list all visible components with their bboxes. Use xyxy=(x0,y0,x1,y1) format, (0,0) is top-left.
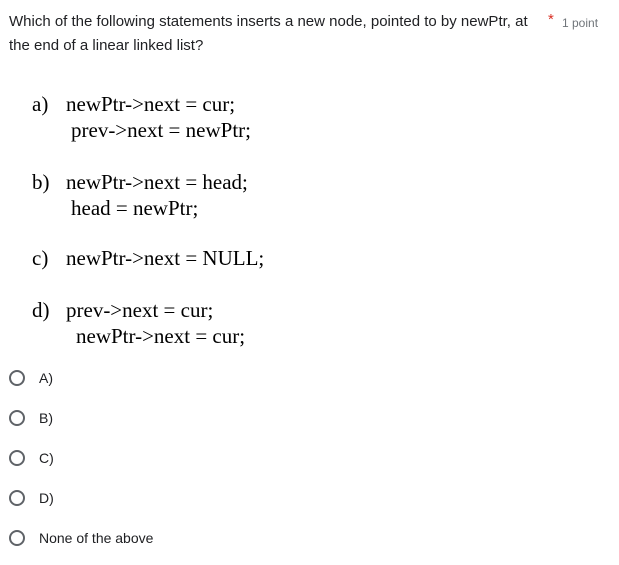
option-c[interactable] xyxy=(9,447,54,469)
required-marker: * xyxy=(548,11,554,28)
code-line-c-1: newPtr->next = NULL; xyxy=(66,246,265,270)
code-line-d-2: newPtr->next = cur; xyxy=(76,324,246,348)
code-line-b-2: head = newPtr; xyxy=(71,196,199,220)
points-label: 1 point xyxy=(562,16,599,30)
option-label: A) xyxy=(39,370,53,386)
code-letter-c: c) xyxy=(32,246,49,270)
radio-button-icon[interactable] xyxy=(9,410,25,426)
option-a[interactable] xyxy=(9,367,53,389)
radio-button-icon[interactable] xyxy=(9,530,25,546)
option-label: C) xyxy=(39,450,54,466)
code-line-b-1: newPtr->next = head; xyxy=(66,170,248,194)
option-none[interactable] xyxy=(9,527,153,549)
option-b[interactable] xyxy=(9,407,53,429)
radio-button-icon[interactable] xyxy=(9,490,25,506)
option-label: D) xyxy=(39,490,54,506)
code-line-a-1: newPtr->next = cur; xyxy=(66,92,236,116)
option-d[interactable] xyxy=(9,487,54,509)
code-letter-b: b) xyxy=(32,170,50,194)
code-letter-d: d) xyxy=(32,298,50,322)
option-label: B) xyxy=(39,410,53,426)
code-line-d-1: prev->next = cur; xyxy=(66,298,214,322)
code-letter-a: a) xyxy=(32,92,49,116)
radio-button-icon[interactable] xyxy=(9,450,25,466)
option-label: None of the above xyxy=(39,530,154,546)
code-line-a-2: prev->next = newPtr; xyxy=(71,118,251,142)
question-text: Which of the following statements inserts a new node, pointed to by newPtr, at the end of a linear linked list? xyxy=(9,13,528,54)
radio-button-icon[interactable] xyxy=(9,370,25,386)
